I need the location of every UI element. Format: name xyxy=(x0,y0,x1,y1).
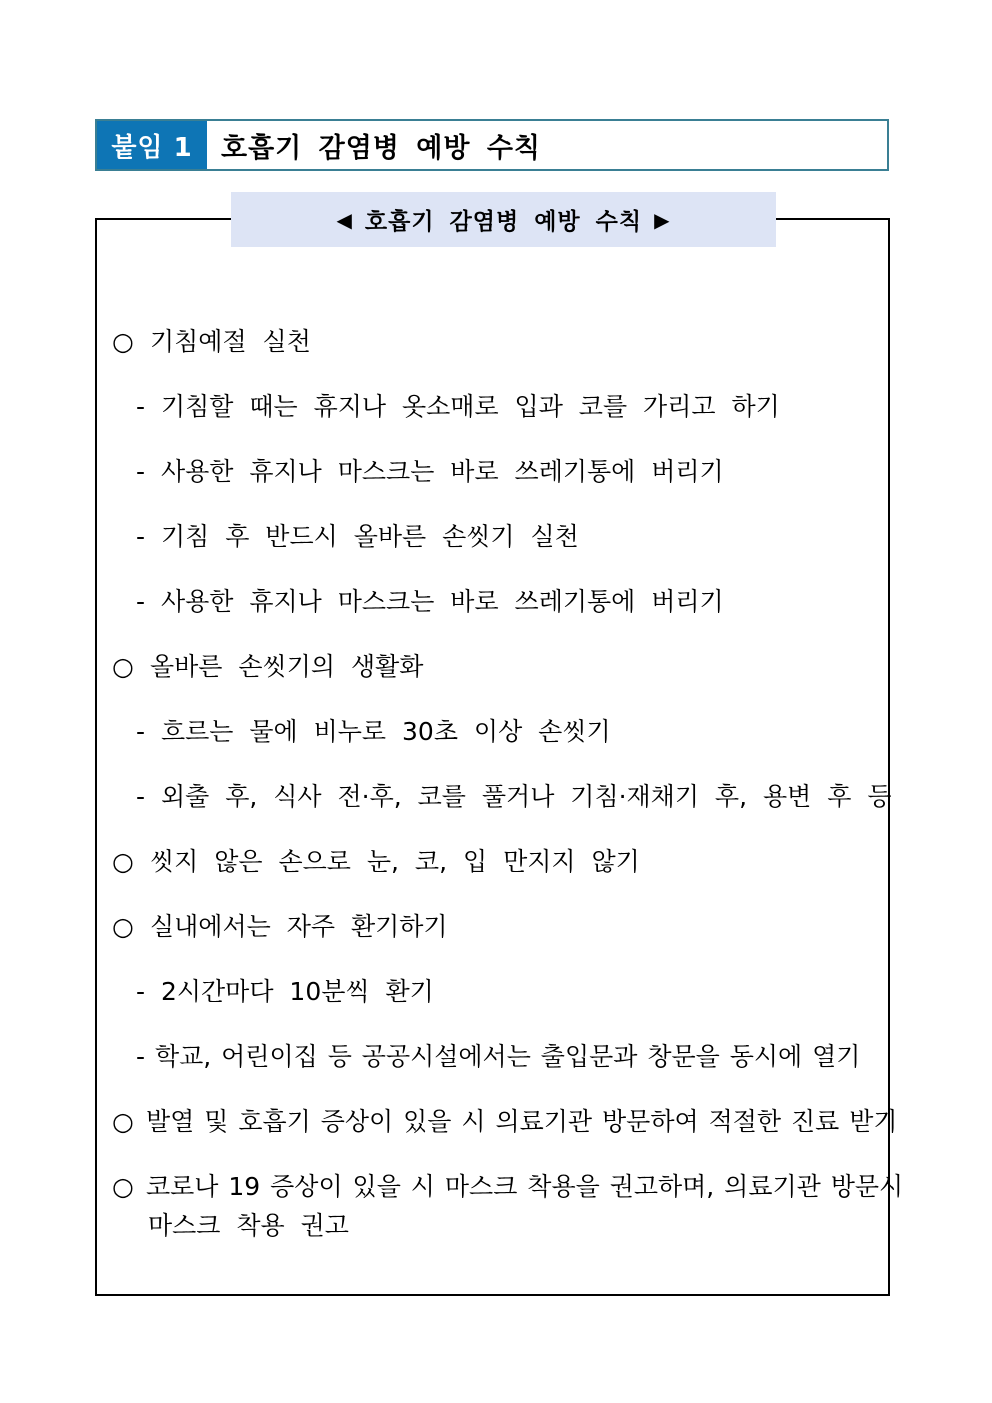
circle-bullet-icon: ○ xyxy=(112,847,134,876)
list-item xyxy=(112,576,892,641)
circle-bullet-icon: ○ xyxy=(112,327,134,356)
appendix-label: 붙임 1 xyxy=(97,121,207,169)
list-item-text: - 기침 후 반드시 올바른 손씻기 실천 xyxy=(136,522,579,551)
list-item-text: 씻지 않은 손으로 눈, 코, 입 만지지 않기 xyxy=(150,847,640,876)
circle-bullet-icon: ○ xyxy=(112,1172,134,1201)
list-item xyxy=(112,1161,904,1211)
list-item-text: - 사용한 휴지나 마스크는 바로 쓰레기통에 버리기 xyxy=(136,587,724,616)
list-item-text: 발열 및 호흡기 증상이 있을 시 의료기관 방문하여 적절한 진료 받기 xyxy=(146,1107,898,1136)
appendix-header xyxy=(95,119,889,171)
list-item-text: - 외출 후, 식사 전·후, 코를 풀거나 기침·재채기 후, 용변 후 등 xyxy=(136,782,892,811)
list-item xyxy=(112,771,892,836)
list-item xyxy=(112,316,892,381)
list-item-text: 코로나 19 증상이 있을 시 마스크 착용을 권고하며, 의료기관 방문시 xyxy=(146,1172,904,1201)
list-item-text: - 2시간마다 10분씩 환기 xyxy=(136,977,434,1006)
list-item xyxy=(112,1211,892,1261)
list-item-text: 마스크 착용 권고 xyxy=(148,1211,349,1240)
list-item-text: - 사용한 휴지나 마스크는 바로 쓰레기통에 버리기 xyxy=(136,457,724,486)
list-item-text: 기침예절 실천 xyxy=(150,327,311,356)
appendix-title: 호흡기 감염병 예방 수칙 xyxy=(221,132,542,164)
right-triangle-icon: ▶ xyxy=(654,207,671,232)
list-item-text: - 학교, 어린이집 등 공공시설에서는 출입문과 창문을 동시에 열기 xyxy=(136,1042,861,1071)
left-triangle-icon: ◀ xyxy=(336,207,353,232)
list-item-text: - 기침할 때는 휴지나 옷소매로 입과 코를 가리고 하기 xyxy=(136,392,780,421)
list-item xyxy=(112,381,892,446)
list-item xyxy=(112,446,892,511)
list-item xyxy=(112,641,892,706)
list-item xyxy=(112,1096,898,1161)
list-item xyxy=(112,511,892,576)
list-item xyxy=(112,901,892,966)
guidelines-list xyxy=(112,316,904,1261)
circle-bullet-icon: ○ xyxy=(112,1107,134,1136)
list-item xyxy=(112,706,892,771)
circle-bullet-icon: ○ xyxy=(112,652,134,681)
list-item xyxy=(112,966,892,1031)
circle-bullet-icon: ○ xyxy=(112,912,134,941)
list-item-text: 올바른 손씻기의 생활화 xyxy=(150,652,424,681)
list-item-text: - 흐르는 물에 비누로 30초 이상 손씻기 xyxy=(136,717,611,746)
list-item-text: 실내에서는 자주 환기하기 xyxy=(150,912,448,941)
list-item xyxy=(112,1031,892,1096)
list-item xyxy=(112,836,892,901)
box-title-text: 호흡기 감염병 예방 수칙 xyxy=(364,209,643,235)
box-title xyxy=(231,192,776,247)
